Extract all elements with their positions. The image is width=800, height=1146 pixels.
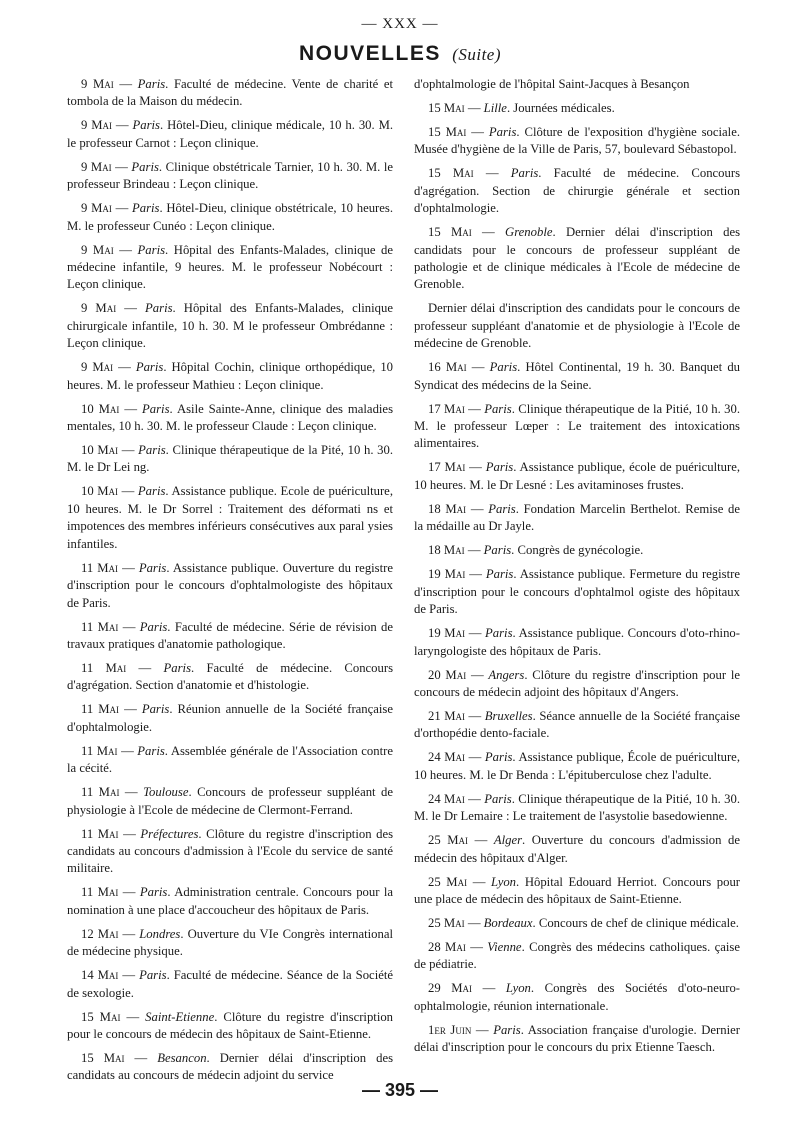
entry-text: Assemblée générale de l'Association contre la cécité. — [67, 743, 393, 776]
entry-date: 19 Mai — [428, 626, 466, 641]
news-entry: 1er Juin — Paris. Association française d'urologie. Dernier délai d'inscription pour le concours du prix Etienne Taesch. — [414, 1022, 741, 1055]
entry-text: Ouverture du VIe Congrès international de médecine physique. — [67, 926, 394, 959]
entry-text: Congrès de gynécologie. — [517, 543, 644, 558]
entry-date: 15 Mai — [81, 1009, 121, 1024]
entry-date: 21 Mai — [428, 708, 465, 723]
entry-date: 10 Mai — [81, 401, 120, 416]
entry-text: Dernier délai d'inscription des candidats pour le concours de professeur suppléant de pathologie et de clinique médicales à l'Ecole de médecine de Grenoble. — [414, 225, 741, 292]
entry-date: 15 Mai — [428, 225, 472, 240]
entry-place: Paris — [131, 201, 160, 216]
news-entry: 11 Mai — Paris. Assemblée générale de l'Association contre la cécité. — [67, 743, 393, 776]
section-subtitle: (Suite) — [452, 45, 502, 64]
news-entry: 9 Mai — Paris. Faculté de médecine. Vente de charité et tombola de la Maison du médecin. — [67, 77, 394, 109]
entry-date: 11 Mai — [81, 702, 120, 717]
entry-text: Clinique thérapeutique de la Pité, 10 h. 30. M. le Dr Lei ng. — [67, 443, 394, 475]
entry-date: 11 Mai — [81, 619, 119, 634]
entry-text: Faculté de médecine. Série de révision de travaux pratiques d'anatomie pathologique. — [67, 619, 394, 651]
entry-text: Clinique obstétricale Tarnier, 10 h. 30. M. le professeur Brindeau : Leçon clinique. — [67, 159, 394, 192]
entry-date: 11 Mai — [81, 885, 119, 900]
news-entry: 11 Mai — Paris. Faculté de médecine. Série de révision de travaux pratiques d'anatomie pathologique. — [67, 619, 394, 651]
entry-date: 19 Mai — [428, 567, 466, 582]
entry-place: Paris — [137, 743, 165, 758]
entry-text: Fondation Marcelin Berthelot. Remise de la médaille au Dr Jayle. — [414, 501, 740, 534]
news-entry: 11 Mai — Paris. Administration centrale. Concours pour la nomination à une place d'accoucheur des hôpitaux de Paris. — [67, 885, 394, 917]
entry-date: 28 Mai — [428, 939, 466, 954]
news-entry: 21 Mai — Bruxelles. Séance annuelle de la Société française d'orthopédie dento-faciale. — [414, 708, 741, 741]
news-entry: 10 Mai — Paris. Assistance publique. Ecole de puériculture, 10 heures. M. le Dr Sorrel : Traitement des déformati ns et impotences des membres inférieurs consécutives aux paral ysies infantiles. — [67, 484, 393, 551]
news-entry: 11 Mai — Paris. Réunion annuelle de la Société française d'ophtalmologie. — [67, 702, 393, 734]
page-number: — 395 — — [361, 1080, 439, 1100]
news-entry — [414, 76, 740, 93]
entry-date: 15 Mai — [428, 166, 474, 181]
news-entry: 18 Mai — Paris. Congrès de gynécologie. — [428, 543, 644, 558]
news-entry: 19 Mai — Paris. Assistance publique. Concours d'oto-rhino-laryngologiste des hôpitaux de Paris. — [414, 626, 740, 658]
entry-place: Paris — [135, 360, 164, 375]
entry-text: Assistance publique. Ecole de puériculture, 10 heures. M. le Dr Sorrel : Traitement des déformati ns et impotences des membres inférieurs consécutives aux paral ysies infantiles. — [67, 484, 393, 551]
news-entry: 9 Mai — Paris. Hôpital des Enfants-Malades, clinique chirurgicale infantile, 10 h. 30. M le professeur Ombrédanne : Leçon clinique. — [67, 301, 393, 351]
news-entry: 11 Mai — Paris. Faculté de médecine. Concours d'agrégation. Section d'anatomie et d'histologie. — [67, 660, 394, 693]
entry-date: 18 Mai — [428, 501, 467, 516]
entry-place: Besancon — [157, 1050, 207, 1065]
entry-date: 25 Mai — [428, 874, 468, 889]
entry-place: Paris — [485, 460, 514, 475]
entry-date: 10 Mai — [81, 443, 119, 458]
entry-text: Assistance publique. Ouverture du registre d'inscription pour le concours d'ophtalmologiste des hôpitaux de Paris. — [67, 560, 394, 610]
entry-text: Hôpital des Enfants-Malades, clinique chirurgicale infantile, 10 h. 30. M le professeur Ombrédanne : Leçon clinique. — [67, 301, 393, 351]
news-entry: 14 Mai — Paris. Faculté de médecine. Séance de la Société de sexologie. — [67, 968, 394, 1000]
news-entry: 9 Mai — Paris. Hôpital Cochin, clinique orthopédique, 10 heures. M. le professeur Mathieu : Leçon clinique. — [67, 360, 394, 392]
entry-place: Paris — [484, 401, 512, 416]
entry-place: Saint-Etienne — [145, 1009, 215, 1024]
entry-place: Lille — [483, 101, 507, 115]
news-entry: 15 Mai — Saint-Etienne. Clôture du registre d'inscription pour le concours de médecin des hôpitaux de Saint-Etienne. — [67, 1009, 394, 1041]
entry-text: Association française d'urologie. Dernier délai d'inscription pour le concours du prix Etienne Taesch. — [414, 1022, 741, 1055]
entry-place: Paris — [137, 242, 166, 257]
news-entry: 9 Mai — Paris. Hôtel-Dieu, clinique obstétricale, 10 heures. M. le professeur Cunéo : Leçon clinique. — [67, 201, 394, 233]
entry-place: Paris — [484, 791, 512, 806]
entry-place: Angers — [488, 667, 525, 682]
news-entry: 25 Mai — Lyon. Hôpital Edouard Herriot. Concours pour une place de médecin des hôpitaux de Saint-Etienne. — [414, 874, 741, 906]
entry-place: Paris — [137, 484, 166, 499]
entry-text: Clôture de l'exposition d'hygiène sociale. Musée d'hygiène de la Ville de Paris, 57, boulevard Sébastopol. — [414, 125, 741, 157]
entry-date: 11 Mai — [81, 560, 119, 575]
entry-place: Paris — [131, 159, 159, 174]
news-entry: 9 Mai — Paris. Hôpital des Enfants-Malades, clinique de médecine infantile, 9 heures. M. le professeur Nobécourt : Leçon clinique. — [67, 242, 394, 292]
entry-date: 11 Mai — [81, 660, 127, 675]
entry-text: Hôtel-Dieu, clinique obstétricale, 10 heures. M. le professeur Cunéo : Leçon clinique. — [67, 201, 394, 233]
entry-place: Paris — [139, 968, 167, 983]
entry-place: Paris — [485, 626, 513, 641]
entry-date: 11 Mai — [81, 826, 119, 841]
entry-place: Paris — [139, 885, 168, 900]
news-entry: 15 Mai — Paris. Faculté de médecine. Concours d'agrégation. Section de chirurgie générale et section d'ophtalmologie. — [414, 166, 741, 216]
entry-date: 11 Mai — [81, 785, 120, 800]
entry-text: Concours de chef de clinique médicale. — [538, 915, 739, 930]
entry-date: 15 Mai — [428, 125, 467, 139]
entry-place: Préfectures — [140, 826, 199, 841]
entry-date: 9 Mai — [81, 242, 114, 257]
entry-date: 25 Mai — [428, 915, 465, 930]
entry-text: Ouverture du concours d'admission de médecin des hôpitaux d'Alger. — [414, 833, 741, 865]
entry-place: Paris — [483, 543, 512, 558]
entry-date: 20 Mai — [428, 667, 467, 682]
entry-text: Congrès des Sociétés d'oto-neuro-ophtalmologie, réunion internationale. — [414, 981, 741, 1013]
entry-text: Congrès des médecins catholiques. çaise de pédiatrie. — [414, 939, 741, 972]
entry-text: Faculté de médecine. Concours d'agrégation. Section d'anatomie et d'histologie. — [67, 660, 394, 693]
left-column — [67, 76, 393, 1091]
news-entry: 17 Mai — Paris. Clinique thérapeutique de la Pitié, 10 h. 30. M. le professeur Lœper : Le traitement des intoxications alimentaires. — [414, 401, 741, 451]
entry-place: Vienne — [487, 939, 522, 954]
entry-text: Concours de professeur suppléant de physiologie à l'Ecole de médecine de Clermont-Ferrand. — [67, 785, 394, 817]
entry-date: 15 Mai — [428, 101, 465, 115]
news-entry: 29 Mai — Lyon. Congrès des Sociétés d'oto-neuro-ophtalmologie, réunion internationale. — [414, 981, 741, 1013]
news-entry: 20 Mai — Angers. Clôture du registre d'inscription pour le concours de médecin adjoint des hôpitaux d'Angers. — [414, 667, 740, 699]
entry-text: Hôtel Continental, 19 h. 30. Banquet du Syndicat des médecins de la Seine. — [414, 360, 741, 392]
news-entry: 15 Mai — Lille. Journées médicales. — [428, 101, 615, 115]
entry-place: Bordeaux — [483, 915, 533, 930]
entry-place: Paris — [484, 750, 513, 765]
section-title — [0, 42, 800, 66]
entry-date: 16 Mai — [428, 360, 467, 375]
roman-page-number: — XXX — — [361, 16, 439, 32]
entry-place: Paris — [489, 360, 518, 375]
entry-text: Hôtel-Dieu, clinique médicale, 10 h. 30. M. le professeur Carnot : Leçon clinique. — [67, 118, 394, 150]
entry-date: 12 Mai — [81, 926, 119, 941]
entry-place: Toulouse — [143, 785, 189, 800]
entry-date: 24 Mai — [428, 750, 466, 765]
news-entry: 25 Mai — Bordeaux. Concours de chef de clinique médicale. — [428, 915, 739, 930]
entry-place: Paris — [142, 401, 170, 416]
news-entry: 15 Mai — Besancon. Dernier délai d'inscription des candidats au concours de médecin adjoint du service — [67, 1050, 394, 1083]
entry-text: Assistance publique, École de puériculture, 10 heures. M. le Dr Benda : L'épituberculose chez l'adulte. — [414, 750, 740, 782]
entry-text: Hôpital Edouard Herriot. Concours pour une place de médecin des hôpitaux de Saint-Etienne. — [414, 874, 741, 906]
news-entry: 11 Mai — Paris. Assistance publique. Ouverture du registre d'inscription pour le concours d'ophtalmologiste des hôpitaux de Paris. — [67, 560, 394, 610]
entry-date: 29 Mai — [428, 981, 473, 996]
entry-date: 9 Mai — [81, 77, 114, 91]
entry-text: Assistance publique. Fermeture du registre d'inscription pour le concours d'ophtalmol ogiste des hôpitaux de Paris. — [414, 567, 740, 617]
news-entry: 17 Mai — Paris. Assistance publique, école de puériculture, 10 heures. M. le Dr Lesné : Les avitaminoses frustes. — [414, 460, 740, 492]
right-column — [414, 76, 740, 1063]
news-entry: 19 Mai — Paris. Assistance publique. Fermeture du registre d'inscription pour le concours d'ophtalmol ogiste des hôpitaux de Paris. — [414, 567, 740, 617]
entry-place: Paris — [138, 443, 166, 458]
entry-text: Clinique thérapeutique de la Pitié, 10 h. 30. M. le professeur Lœper : Le traitement des intoxications alimentaires. — [414, 401, 741, 451]
entry-place: Paris — [488, 125, 517, 139]
news-entry: 15 Mai — Grenoble. Dernier délai d'inscription des candidats pour le concours de professeur suppléant de pathologie et de clinique médicales à l'Ecole de médecine de Grenoble. — [414, 225, 741, 292]
entry-text: Clôture du registre d'inscription pour le concours de médecin des hôpitaux de Saint-Etienne. — [67, 1009, 394, 1041]
entry-date: 9 Mai — [81, 360, 114, 375]
entry-place: Paris — [488, 501, 516, 516]
entry-text: Dernier délai d'inscription des candidats au concours de médecin adjoint du service — [67, 1050, 394, 1083]
news-entry — [414, 300, 740, 352]
news-entry: 24 Mai — Paris. Clinique thérapeutique de la Pitié, 10 h. 30. M. le Dr Lemaire : Le traitement de l'asystolie basedowienne. — [414, 791, 741, 824]
entry-place: Lyon — [505, 981, 531, 996]
entry-date: 9 Mai — [81, 201, 112, 216]
entry-date: 11 Mai — [81, 743, 118, 758]
entry-text: Clôture du registre d'inscription pour le concours de médecin adjoint des hôpitaux d'Angers. — [414, 667, 740, 699]
entry-date: 25 Mai — [428, 833, 469, 848]
entry-date: 9 Mai — [81, 301, 117, 316]
entry-text: Assistance publique, école de puériculture, 10 heures. M. le Dr Lesné : Les avitaminoses frustes. — [414, 460, 740, 492]
entry-date: 18 Mai — [428, 543, 465, 558]
entry-text: Faculté de médecine. Vente de charité et tombola de la Maison du médecin. — [67, 77, 394, 109]
entry-date: 17 Mai — [428, 401, 465, 416]
news-entry: 10 Mai — Paris. Clinique thérapeutique de la Pité, 10 h. 30. M. le Dr Lei ng. — [67, 443, 394, 475]
entry-text: Clôture du registre d'inscription des candidats au concours d'admission à l'Ecole du service de santé militaire. — [67, 826, 394, 876]
entry-text: Clinique thérapeutique de la Pitié, 10 h. 30. M. le Dr Lemaire : Le traitement de l'asystolie basedowienne. — [414, 791, 741, 824]
section-title-text: NOUVELLES — [298, 42, 441, 65]
entry-date: 10 Mai — [81, 484, 119, 499]
entry-place: Lyon — [491, 874, 517, 889]
entry-place: Grenoble — [505, 225, 553, 240]
news-entry: 15 Mai — Paris. Clôture de l'exposition d'hygiène sociale. Musée d'hygiène de la Ville de Paris, 57, boulevard Sébastopol. — [414, 125, 741, 157]
entry-place: Paris — [132, 118, 160, 133]
entry-text: Journées médicales. — [513, 101, 615, 115]
entry-text: d'ophtalmologie de l'hôpital Saint-Jacques à Besançon — [414, 77, 690, 91]
entry-date: 15 Mai — [81, 1050, 125, 1065]
entry-place: Paris — [493, 1022, 521, 1037]
news-entry: 11 Mai — Préfectures. Clôture du registre d'inscription des candidats au concours d'admission à l'Ecole du service de santé militaire. — [67, 826, 394, 876]
entry-text: Asile Sainte-Anne, clinique des maladies mentales, 10 h. 30. M. le professeur Claude : Leçon clinique. — [67, 401, 394, 434]
entry-place: Paris — [141, 702, 170, 717]
entry-place: Paris — [485, 567, 514, 582]
entry-text: Faculté de médecine. Concours d'agrégation. Section de chirurgie générale et section d'ophtalmologie. — [414, 166, 741, 216]
entry-text: Hôpital Cochin, clinique orthopédique, 10 heures. M. le professeur Mathieu : Leçon clinique. — [67, 360, 394, 392]
entry-text: Séance annuelle de la Société française d'orthopédie dento-faciale. — [414, 708, 741, 741]
entry-date: 1er Juin — [428, 1022, 472, 1037]
entry-place: Paris — [510, 166, 539, 181]
entry-text: Dernier délai d'inscription des candidats pour le concours de professeur suppléant d'anatomie et de physiologie à l'Ecole de médecine de Grenoble. — [414, 301, 740, 351]
news-entry: 24 Mai — Paris. Assistance publique, École de puériculture, 10 heures. M. le Dr Benda : L'épituberculose chez l'adulte. — [414, 750, 740, 782]
entry-place: Paris — [139, 619, 168, 634]
news-entry: 10 Mai — Paris. Asile Sainte-Anne, clinique des maladies mentales, 10 h. 30. M. le professeur Claude : Leçon clinique. — [67, 401, 394, 434]
news-entry: 12 Mai — Londres. Ouverture du VIe Congrès international de médecine physique. — [67, 926, 394, 959]
entry-text: Administration centrale. Concours pour la nomination à une place d'accoucheur des hôpitaux de Paris. — [67, 885, 394, 917]
entry-date: 24 Mai — [428, 791, 465, 806]
entry-place: Londres — [139, 926, 181, 941]
entry-place: Paris — [163, 660, 192, 675]
entry-place: Paris — [137, 77, 166, 91]
entry-date: 9 Mai — [81, 118, 113, 133]
news-entry: 28 Mai — Vienne. Congrès des médecins catholiques. çaise de pédiatrie. — [414, 939, 741, 972]
entry-date: 17 Mai — [428, 460, 466, 475]
entry-place: Paris — [138, 560, 167, 575]
news-entry: 25 Mai — Alger. Ouverture du concours d'admission de médecin des hôpitaux d'Alger. — [414, 833, 741, 865]
news-entry: 9 Mai — Paris. Hôtel-Dieu, clinique médicale, 10 h. 30. M. le professeur Carnot : Leçon clinique. — [67, 118, 394, 150]
entry-date: 9 Mai — [81, 159, 112, 174]
news-entry: 18 Mai — Paris. Fondation Marcelin Berthelot. Remise de la médaille au Dr Jayle. — [414, 501, 740, 534]
entry-place: Alger — [493, 833, 523, 848]
entry-place: Paris — [145, 301, 173, 316]
entry-date: 14 Mai — [81, 968, 119, 983]
entry-text: Faculté de médecine. Séance de la Société de sexologie. — [67, 968, 394, 1000]
entry-place: Bruxelles — [484, 708, 533, 723]
news-entry: 9 Mai — Paris. Clinique obstétricale Tarnier, 10 h. 30. M. le professeur Brindeau : Leçon clinique. — [67, 159, 394, 192]
news-entry: 16 Mai — Paris. Hôtel Continental, 19 h. 30. Banquet du Syndicat des médecins de la Seine. — [414, 360, 741, 392]
entry-text: Assistance publique. Concours d'oto-rhino-laryngologiste des hôpitaux de Paris. — [414, 626, 740, 658]
entry-text: Hôpital des Enfants-Malades, clinique de médecine infantile, 9 heures. M. le professeur Nobécourt : Leçon clinique. — [67, 242, 394, 292]
news-entry: 11 Mai — Toulouse. Concours de professeur suppléant de physiologie à l'Ecole de médecine de Clermont-Ferrand. — [67, 785, 394, 817]
entry-text: Réunion annuelle de la Société française d'ophtalmologie. — [67, 702, 393, 734]
